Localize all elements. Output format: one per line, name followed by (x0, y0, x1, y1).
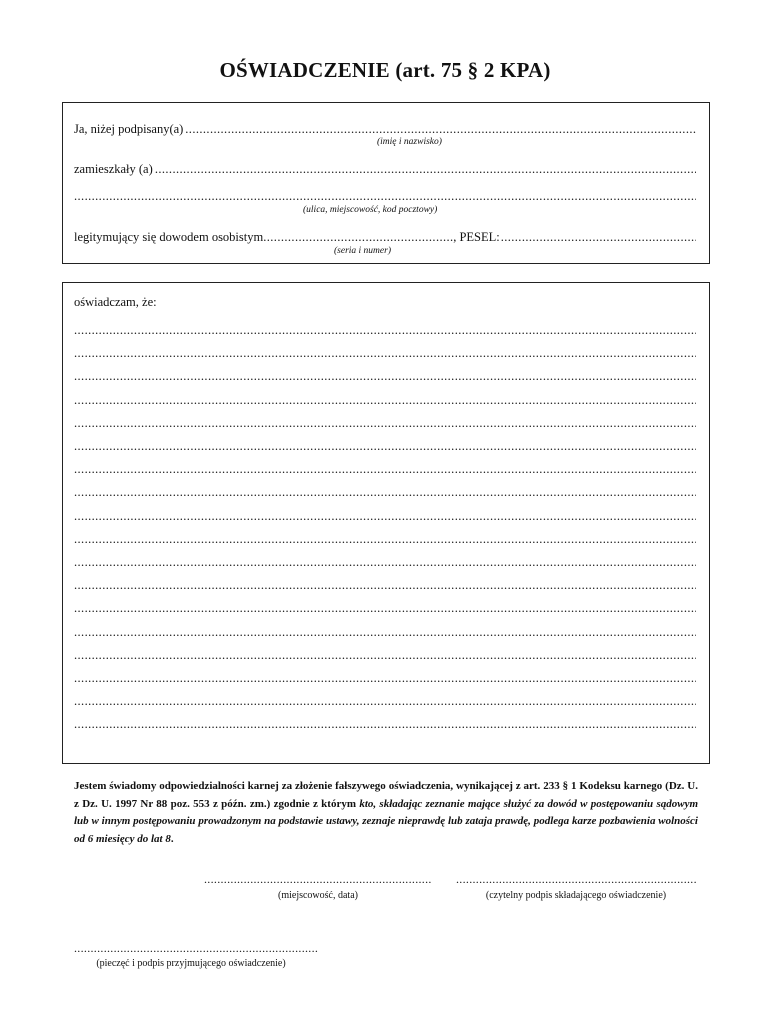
declaration-box (62, 282, 710, 764)
declaration-line[interactable] (74, 579, 696, 592)
declaration-line[interactable] (74, 695, 696, 708)
pesel-field[interactable] (501, 231, 696, 244)
address-field[interactable] (74, 190, 696, 203)
declaration-line[interactable] (74, 463, 696, 476)
id-label: legitymujący się dowodem osobistym (74, 230, 264, 244)
declaration-line[interactable] (74, 370, 696, 383)
name-field[interactable] (185, 123, 696, 136)
statement-end: . (170, 832, 174, 845)
id-hint: (seria i numer) (334, 246, 391, 256)
declaration-line[interactable] (74, 718, 696, 731)
document-title: OŚWIADCZENIE (art. 75 § 2 KPA) (219, 58, 551, 82)
residence-row (74, 162, 696, 177)
declaration-line[interactable] (74, 626, 696, 639)
address-hint: (ulica, miejscowość, kod pocztowy) (303, 205, 438, 215)
declaration-line[interactable] (74, 347, 696, 360)
residence-label: zamieszkały (a) (74, 162, 153, 176)
declaration-line[interactable] (74, 486, 696, 499)
declaration-line[interactable] (74, 649, 696, 662)
declaration-line[interactable] (74, 417, 696, 430)
name-row (74, 122, 696, 137)
name-label: Ja, niżej podpisany(a) (74, 122, 184, 136)
declaration-line[interactable] (74, 556, 696, 569)
statement-italic-text: kto, składając zeznanie mające służyć za dowód w postępowaniu sądowym lub w innym postępowaniu prowadzonym na podstawie ustawy, zeznaje nieprawdę lub zataja prawdę, podlega karze pozbawienia wolności od 6 miesięcy do lat 8 (74, 797, 699, 845)
declaration-label-row (74, 295, 696, 310)
receiver-caption: (pieczęć i podpis przyjmującego oświadczenie) (96, 958, 286, 969)
declaration-line[interactable] (74, 440, 696, 453)
declaration-line[interactable] (74, 324, 696, 337)
signer-caption: (czytelny podpis składającego oświadczenie) (485, 890, 667, 901)
declaration-line[interactable] (74, 394, 696, 407)
residence-field[interactable] (155, 163, 696, 176)
declaration-line[interactable] (74, 510, 696, 523)
declaration-line[interactable] (74, 602, 696, 615)
id-row (74, 230, 696, 245)
signer-signature-field[interactable] (456, 873, 696, 885)
declaration-label: oświadczam, że: (74, 295, 157, 309)
statement-bold-text: Jestem świadomy odpowiedzialności karnej za złożenie fałszywego oświadczenia, wynikającej z art. 233 § 1 Kodeksu karnego (Dz. U. z Dz. U. 1997 Nr 88 poz. 553 z późn. zm.) zgodnie z którym (74, 780, 698, 810)
name-hint: (imię i nazwisko) (377, 137, 442, 147)
id-number-field[interactable] (263, 231, 453, 244)
pesel-label: , PESEL: (453, 230, 500, 244)
personal-data-box (62, 102, 710, 264)
receiver-signature-field[interactable] (74, 942, 318, 954)
declaration-line[interactable] (74, 533, 696, 546)
liability-statement (74, 778, 698, 848)
place-date-field[interactable] (204, 873, 432, 885)
place-date-caption: (miejscowość, data) (278, 890, 358, 901)
declaration-line[interactable] (74, 672, 696, 685)
